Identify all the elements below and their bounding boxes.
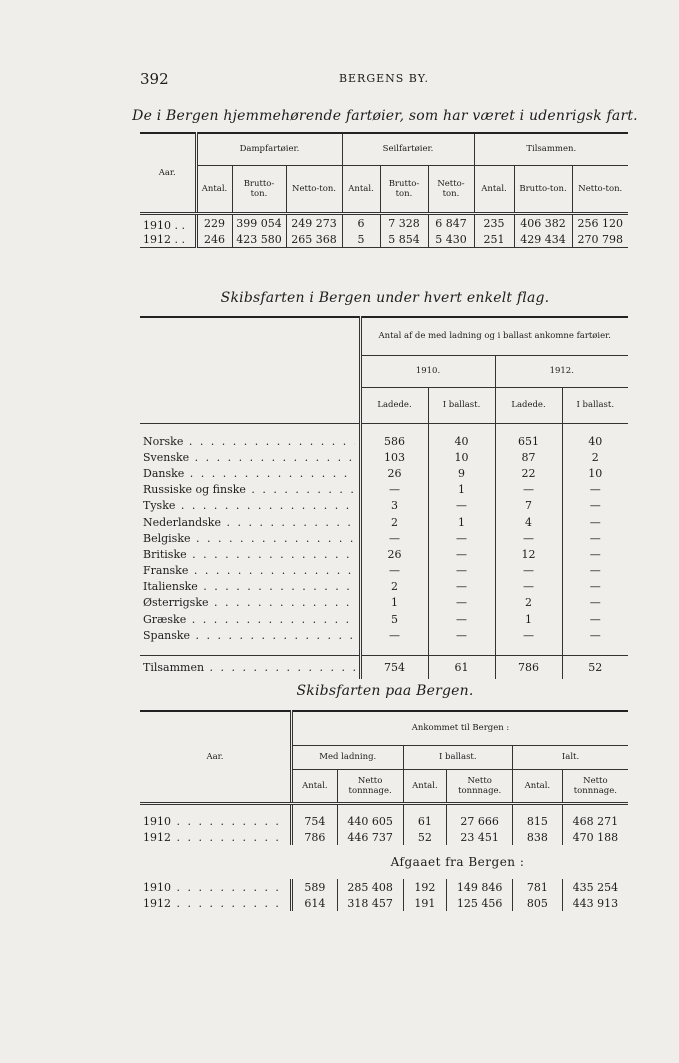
table-cell: —: [360, 563, 428, 579]
t1-group-total: Tilsammen.: [474, 133, 628, 165]
table-cell: 5: [360, 611, 428, 627]
t2-year-1912: 1912.: [495, 355, 628, 387]
table-cell: —: [495, 579, 562, 595]
flag-label: Østerrigske . . .: [143, 596, 355, 609]
table-cell: 9: [428, 465, 495, 481]
table-cell: 149 846: [447, 879, 513, 895]
table-row: [140, 433, 628, 449]
t1-row-year: 1912 . .: [143, 232, 185, 246]
t3-col-netto: Netto tonnnage.: [337, 769, 403, 803]
t1-sub-netto: Netto-ton.: [428, 165, 474, 213]
t2-total-row: [140, 655, 628, 679]
table-cell: —: [360, 530, 428, 546]
table-cell: 754: [292, 813, 338, 829]
t2-sub-ballast: I ballast.: [562, 387, 628, 423]
table-cell: 10: [428, 449, 495, 465]
table-cell: 10: [562, 465, 628, 481]
t3-year-header: Aar.: [140, 711, 292, 803]
table-cell: 1: [360, 595, 428, 611]
table-cell: 6 847: [428, 213, 474, 232]
table-cell: —: [360, 627, 428, 643]
table-row: [140, 514, 628, 530]
flag-label: Norske . . .: [143, 435, 355, 448]
t1-sub-brutto: Brutto-ton.: [514, 165, 572, 213]
table-cell: 440 605: [337, 813, 403, 829]
table-cell: —: [428, 627, 495, 643]
table-row: [140, 829, 628, 845]
table-row: [140, 611, 628, 627]
table-row: [140, 530, 628, 546]
table-cell: 103: [360, 449, 428, 465]
table-cell: 251: [474, 232, 514, 248]
t1-sub-antal: Antal.: [342, 165, 380, 213]
table-cell: —: [562, 546, 628, 562]
table2: [140, 316, 628, 679]
t1-sub-brutto: Brutto-ton.: [380, 165, 428, 213]
t1-sub-brutto: Brutto-ton.: [232, 165, 286, 213]
table-cell: 781: [513, 879, 563, 895]
table-cell: 265 368: [286, 232, 342, 248]
table-cell: 2: [360, 514, 428, 530]
table-cell: —: [562, 498, 628, 514]
table-cell: 4: [495, 514, 562, 530]
table-cell: —: [562, 563, 628, 579]
table-cell: —: [562, 530, 628, 546]
table1: [140, 132, 628, 248]
t3-departed-heading: Afgaaet fra Bergen :: [390, 855, 525, 869]
table-cell: 235: [474, 213, 514, 232]
t1-year-header: Aar.: [140, 133, 196, 213]
table-cell: 26: [360, 465, 428, 481]
table-row: [140, 482, 628, 498]
t1-sub-antal: Antal.: [196, 165, 232, 213]
flag-label: Nederlandske . . .: [143, 516, 355, 529]
t1-sub-netto: Netto-ton.: [286, 165, 342, 213]
table-cell: 786: [292, 829, 338, 845]
table-cell: 22: [495, 465, 562, 481]
table-cell: 5 430: [428, 232, 474, 248]
table-cell: 2: [562, 449, 628, 465]
table1-title: De i Bergen hjemmehørende fartøier, som har været i udenrigsk fart.: [132, 108, 638, 124]
page-header: [140, 70, 628, 90]
page-number: 392: [140, 70, 169, 88]
t2-blank-header: [140, 317, 360, 423]
table-cell: 270 798: [572, 232, 628, 248]
table-cell: 586: [360, 433, 428, 449]
flag-label: Tyske . . .: [143, 499, 355, 512]
table-cell: —: [428, 611, 495, 627]
table-cell: 423 580: [232, 232, 286, 248]
table-row: [140, 879, 628, 895]
table-cell: 229: [196, 213, 232, 232]
flag-label: Britiske . . .: [143, 548, 355, 561]
flag-label: Svenske . . .: [143, 451, 355, 464]
table-cell: 318 457: [337, 895, 403, 911]
table-cell: —: [428, 530, 495, 546]
table-row: [140, 579, 628, 595]
table-cell: —: [562, 595, 628, 611]
table-cell: 468 271: [562, 813, 628, 829]
table-cell: 435 254: [562, 879, 628, 895]
table-cell: 87: [495, 449, 562, 465]
table-cell: 191: [403, 895, 447, 911]
table-row: [140, 232, 628, 248]
table-cell: 26: [360, 546, 428, 562]
t3-col-antal: Antal.: [292, 769, 338, 803]
table-row: [140, 498, 628, 514]
table-cell: 23 451: [447, 829, 513, 845]
table-cell: 1: [428, 514, 495, 530]
table2-title: Skibsfarten i Bergen under hvert enkelt flag.: [220, 290, 550, 306]
table-cell: 805: [513, 895, 563, 911]
table-cell: —: [562, 482, 628, 498]
table-cell: 40: [562, 433, 628, 449]
table-cell: 7: [495, 498, 562, 514]
table-cell: 7 328: [380, 213, 428, 232]
table-cell: 6: [342, 213, 380, 232]
table3: [140, 710, 628, 911]
table-cell: 614: [292, 895, 338, 911]
t1-sub-netto: Netto-ton.: [572, 165, 628, 213]
flag-label: Belgiske . . .: [143, 532, 355, 545]
table-row: [140, 563, 628, 579]
table-row: [140, 465, 628, 481]
table-cell: —: [562, 611, 628, 627]
t3-sub-ballast: I ballast.: [403, 745, 513, 769]
table-cell: 1: [428, 482, 495, 498]
table-cell: 651: [495, 433, 562, 449]
flag-label: Italienske . . .: [143, 580, 355, 593]
t3-group-header: Ankommet til Bergen :: [292, 711, 629, 745]
table-cell: 5 854: [380, 232, 428, 248]
table-cell: 406 382: [514, 213, 572, 232]
t1-row-year: 1910 . .: [143, 218, 185, 232]
year-label: 1912 . . .: [143, 897, 287, 910]
table-cell: 446 737: [337, 829, 403, 845]
t2-group-header: Antal af de med ladning og i ballast ankomne fartøier.: [360, 317, 628, 355]
table-row: [140, 813, 628, 829]
t2-sub-ladede: Ladede.: [360, 387, 428, 423]
table-cell: 1: [495, 611, 562, 627]
table-cell: 40: [428, 433, 495, 449]
table-cell: 2: [360, 579, 428, 595]
t1-group-sail: Seilfartøier.: [342, 133, 474, 165]
flag-label: Russiske og finske . . .: [143, 483, 355, 496]
flag-label: Spanske . . .: [143, 629, 355, 642]
year-label: 1910 . . .: [143, 881, 287, 894]
table-cell: —: [495, 482, 562, 498]
table-cell: 443 913: [562, 895, 628, 911]
table-cell: 5: [342, 232, 380, 248]
table-cell: 3: [360, 498, 428, 514]
table-cell: —: [495, 563, 562, 579]
table-cell: 256 120: [572, 213, 628, 232]
table-cell: 61: [403, 813, 447, 829]
table-cell: —: [562, 579, 628, 595]
table-cell: 12: [495, 546, 562, 562]
t2-year-1910: 1910.: [360, 355, 495, 387]
table-cell: —: [562, 627, 628, 643]
flag-label: Græske . . .: [143, 613, 355, 626]
table-cell: 815: [513, 813, 563, 829]
running-title: BERGENS BY.: [338, 72, 430, 85]
t3-col-netto: Netto tonnnage.: [447, 769, 513, 803]
table-cell: —: [428, 563, 495, 579]
table-cell: 52: [403, 829, 447, 845]
table-cell: 2: [495, 595, 562, 611]
table-cell: 399 054: [232, 213, 286, 232]
table-cell: 61: [428, 655, 495, 679]
t2-sub-ballast: I ballast.: [428, 387, 495, 423]
table-cell: —: [495, 627, 562, 643]
table-cell: 246: [196, 232, 232, 248]
table-cell: 429 434: [514, 232, 572, 248]
table-cell: —: [562, 514, 628, 530]
table-row: [140, 213, 628, 232]
year-label: 1912 . . .: [143, 831, 287, 844]
table-cell: 125 456: [447, 895, 513, 911]
table-row: [140, 546, 628, 562]
table-cell: 52: [562, 655, 628, 679]
table-cell: 589: [292, 879, 338, 895]
t2-sub-ladede: Ladede.: [495, 387, 562, 423]
table-cell: 754: [360, 655, 428, 679]
year-label: 1910 . . .: [143, 815, 287, 828]
table-cell: 192: [403, 879, 447, 895]
t1-sub-antal: Antal.: [474, 165, 514, 213]
table-cell: —: [495, 530, 562, 546]
table-cell: —: [428, 498, 495, 514]
table-row: [140, 449, 628, 465]
t3-sub-med: Med ladning.: [292, 745, 404, 769]
flag-label: Franske . . .: [143, 564, 355, 577]
table-cell: —: [428, 546, 495, 562]
table-cell: 838: [513, 829, 563, 845]
t3-col-antal: Antal.: [513, 769, 563, 803]
table-cell: 470 188: [562, 829, 628, 845]
t2-total-label: Tilsammen . . .: [143, 661, 355, 674]
t3-col-netto: Netto tonnnage.: [562, 769, 628, 803]
t3-sub-ialt: Ialt.: [513, 745, 628, 769]
table-cell: 285 408: [337, 879, 403, 895]
flag-label: Danske . . .: [143, 467, 355, 480]
table-cell: —: [428, 595, 495, 611]
table-cell: —: [428, 579, 495, 595]
table-cell: 786: [495, 655, 562, 679]
table-cell: —: [360, 482, 428, 498]
table-cell: 27 666: [447, 813, 513, 829]
t1-group-steam: Dampfartøier.: [196, 133, 342, 165]
table-row: [140, 627, 628, 643]
table-row: [140, 895, 628, 911]
t3-col-antal: Antal.: [403, 769, 447, 803]
table-cell: 249 273: [286, 213, 342, 232]
table-row: [140, 595, 628, 611]
table3-title: Skibsfarten paa Bergen.: [296, 683, 474, 699]
